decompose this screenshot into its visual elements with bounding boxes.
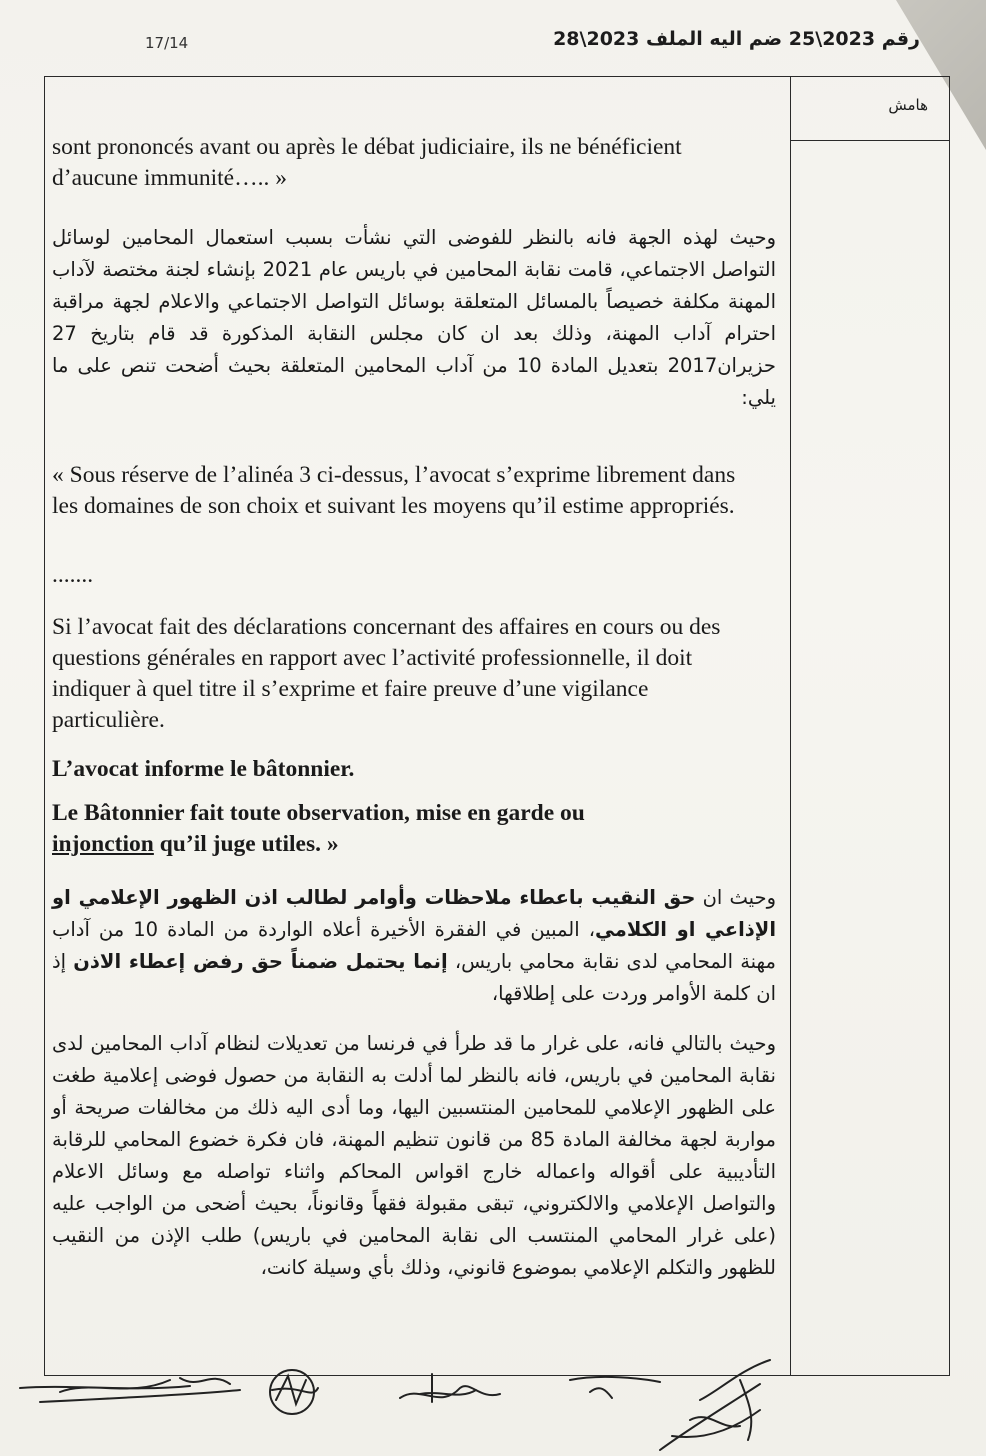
signature-2-stamp [270,1370,318,1414]
french-quote-declarations: Si l’avocat fait des déclarations concernant des affaires en cours ou des questions générales en rapport avec l’activité professionnelle, il doit indiquer à quel titre il s’exprime et faire preuve d’une vigilance particulière. [52,614,721,733]
arabic-paragraph-1: وحيث لهذه الجهة فانه بالنظر للفوضى التي نشأت بسبب استعمال المحامين لوسائل التواصل الاجتماعي، قامت نقابة المحامين في باريس عام 2021 بإنشاء لجنة مختصة لآداب المهنة مكلفة خصيصاً بالمسائل المتعلقة بوسائل التواصل الاجتماعي والاعلام لجهة مراقبة احترام آداب المهنة، وذلك بعد ان كان مجلس النقابة المذكورة قد قام بتاريخ 27 حزيران2017 بتعديل المادة 10 من آداب المحامين المتعلقة بحيث أضحت تنص على ما يلي: [52,226,776,409]
signature-1 [20,1378,240,1402]
injunction-underlined: injonction [52,831,154,857]
signature-4 [570,1377,660,1398]
french-quote-injunction [52,798,742,860]
page-counter: 17/14 [145,34,189,52]
para2-bold-1: حق النقيب باعطاء ملاحظات وأوامر لطالب اذن الظهور الإعلامي او الإذاعي او الكلامي [52,886,776,941]
margin-divider [791,140,950,141]
signature-3 [400,1374,500,1402]
arabic-paragraph-3: وحيث بالتالي فانه، على غرار ما قد طرأ في فرنسا من تعديلات لنظام آداب المحامين لدى نقابة المحامين في باريس، فانه بالنظر لما أدلت به النقابة من حصول فوضى إعلامية طغت على الظهور الإعلامي للمحامين المنتسبين اليها، وما أدى اليه ذلك من مخالفات صريحة أو مواربة لجهة مخالفة المادة 85 من قانون تنظيم المهنة، فان فكرة خضوع المحامي للرقابة التأديبية على أقواله واعماله خارج اقواس المحاكم واثناء تواصله مع وسائل الاعلام والتواصل الإعلامي والالكتروني، تبقى مقبولة فقهاً وقانوناً، بحيث أضحى من الواجب عليه (على غرار المحامي المنتسب الى نقابة المحامين في باريس) طلب الإذن من النقيب للظهور والتكلم الإعلامي بموضوع قانوني، وذلك بأي وسيلة كانت، [52,1032,776,1279]
para2-part-c: ، المبين في الفقرة الأخيرة أعلاه الواردة من المادة 10 من آداب مهنة المحامي لدى نقابة محامي باريس، [52,918,776,973]
para2-part-d: إذ ان كلمة الأوامر وردت على إطلاقها، [52,950,776,1005]
signature-5 [660,1360,770,1450]
signatures-row [0,1340,986,1456]
injunction-text-start: Le Bâtonnier fait toute observation, mise en garde ou [52,800,585,826]
injunction-text-end: qu’il juge utiles. » [153,831,339,857]
french-quote-informs-batonnier: L’avocat informe le bâtonnier. [52,756,355,782]
arabic-paragraph-2 [52,882,776,1010]
margin-column [790,76,950,1376]
file-reference: رقم 2023\25 ضم اليه الملف 2023\28 [553,28,920,50]
french-quote-article10: « Sous réserve de l’alinéa 3 ci-dessus, l’avocat s’exprime librement dans les domaines de son choix et suivant les moyens qu’il estime appropriés. [52,462,736,519]
margin-label: هامش [888,96,928,114]
para2-bold-2: إنما يحتمل ضمناً حق رفض إعطاء الاذن [73,950,448,973]
quote-ellipsis: ....... [52,562,94,588]
french-quote-continuation: sont prononcés avant ou après le débat judiciaire, ils ne bénéficient d’aucune immunité….. » [52,134,682,191]
para2-part-a: وحيث ان [695,886,776,909]
